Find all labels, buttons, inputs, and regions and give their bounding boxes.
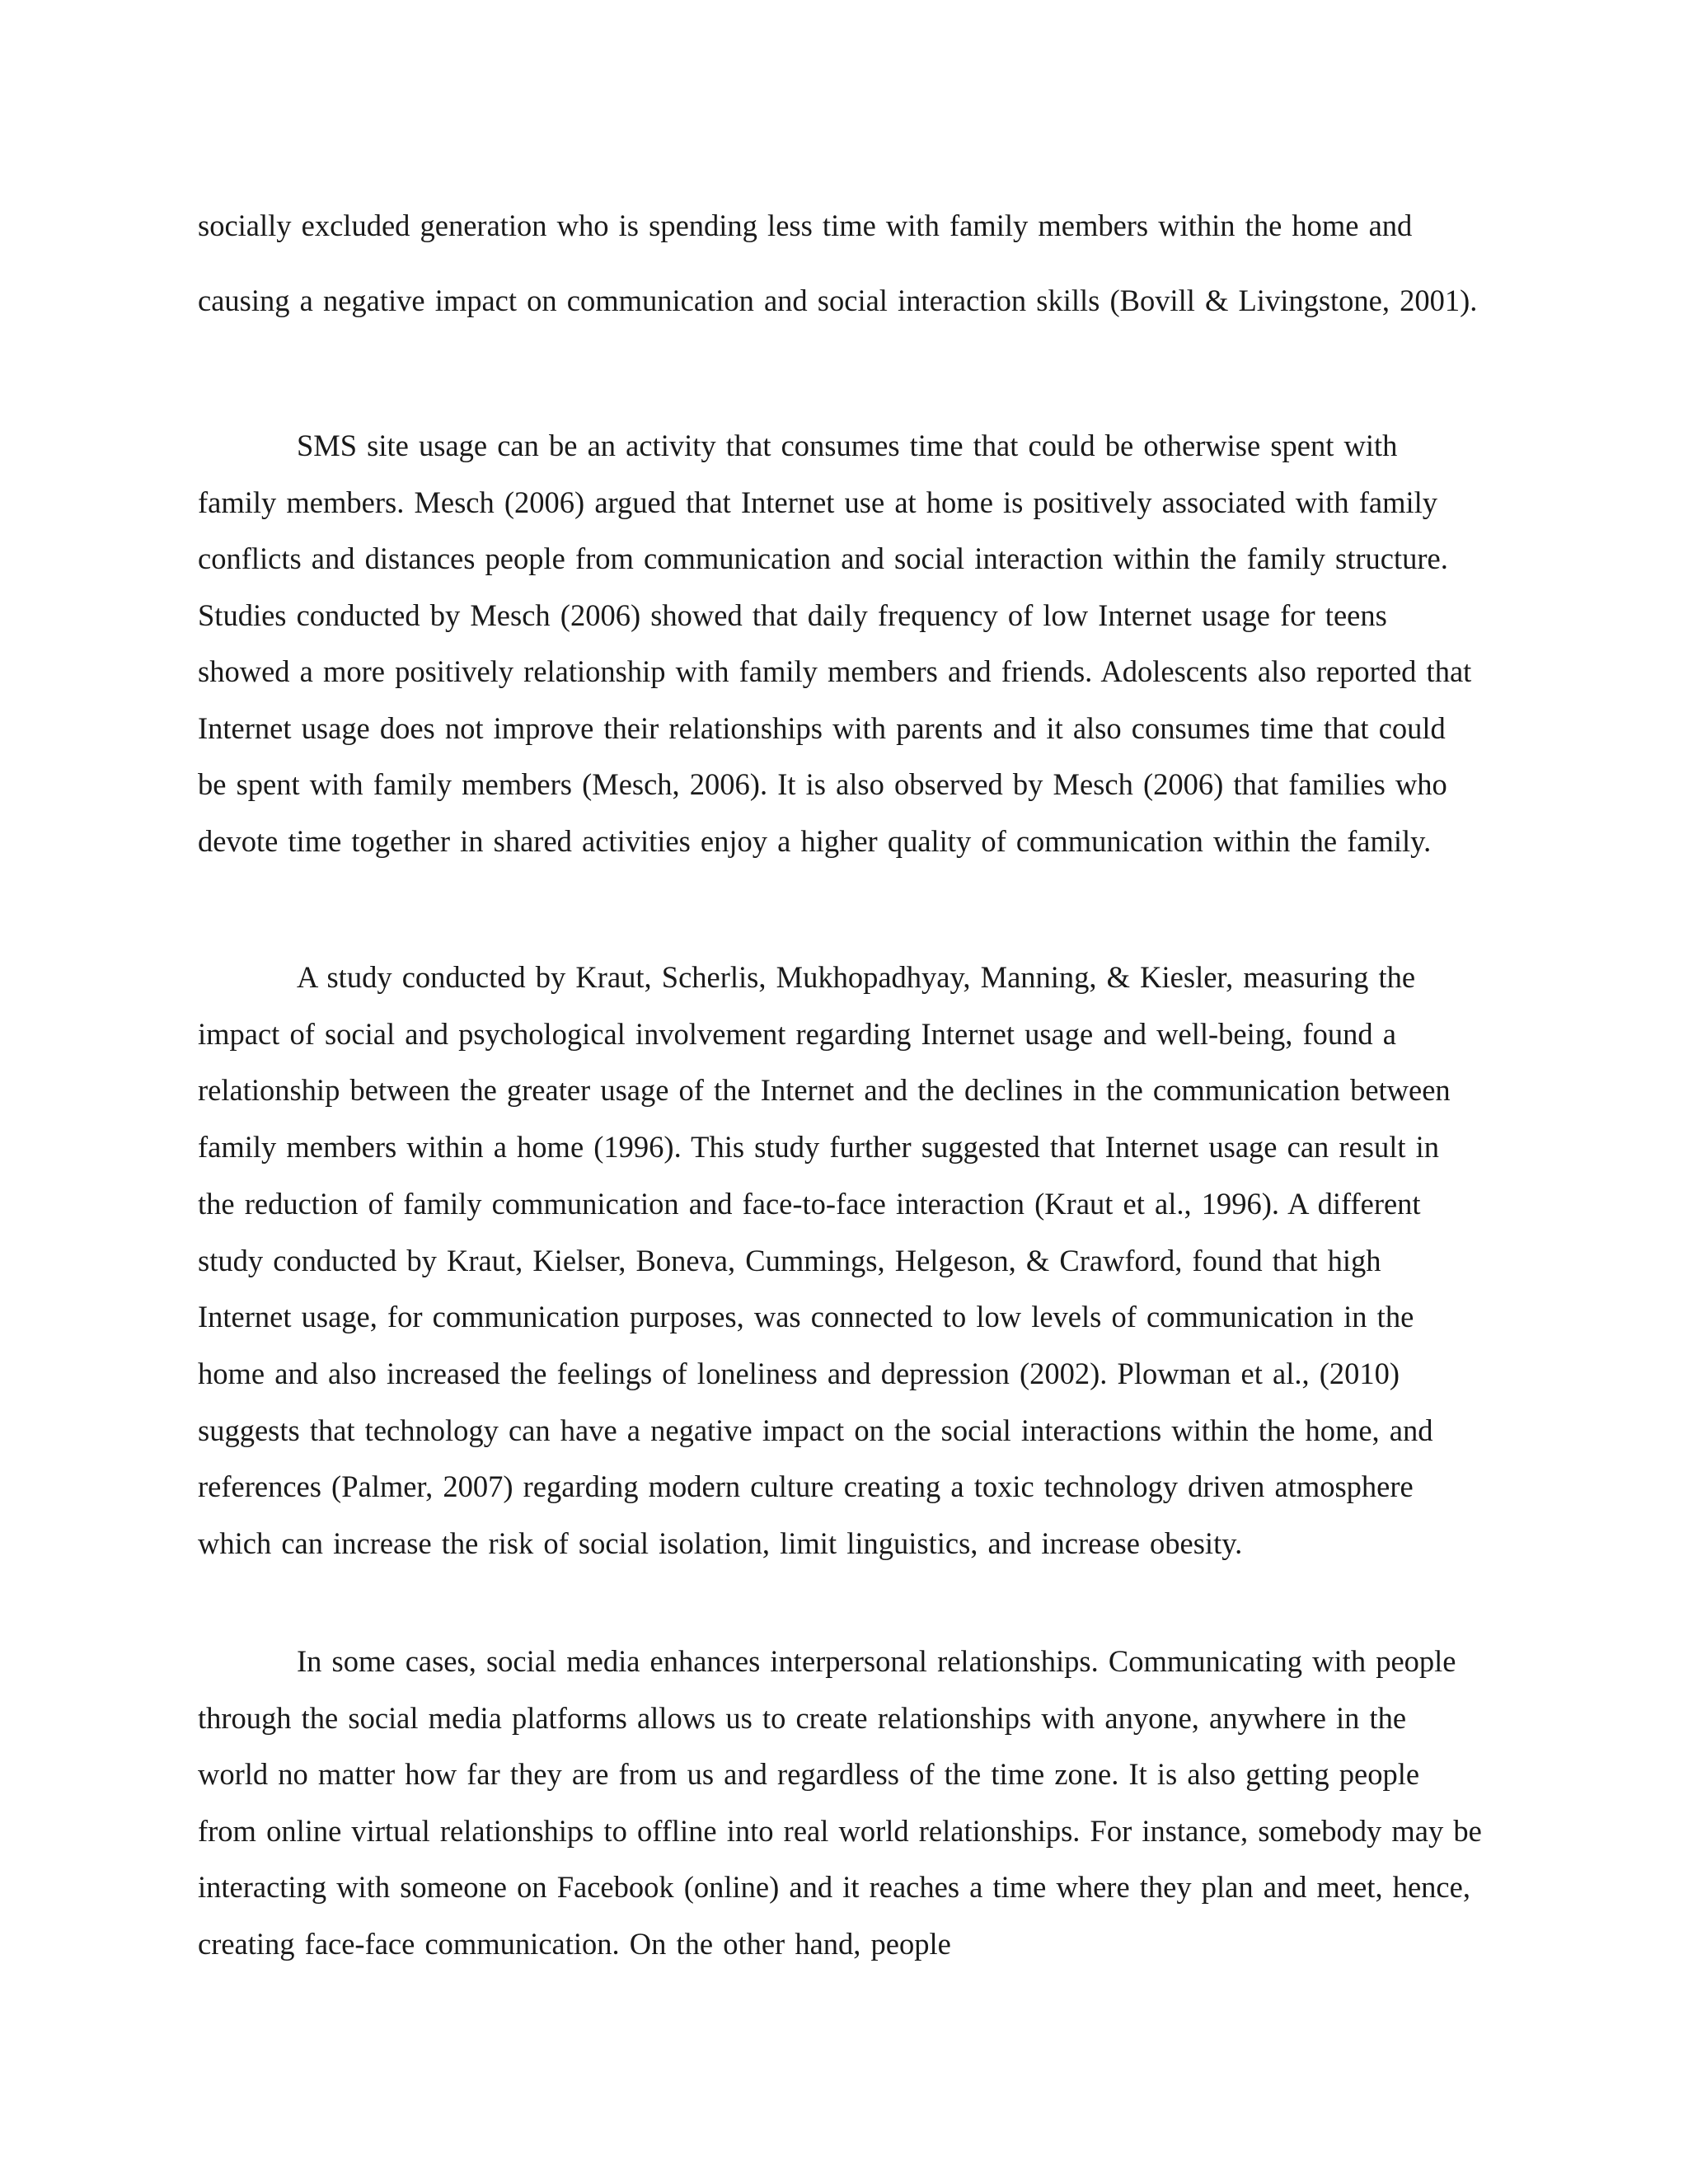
paragraph-kraut-block xyxy=(198,949,1484,1572)
paragraph-continuation-block xyxy=(198,188,1484,338)
paragraph-3: A study conducted by Kraut, Scherlis, Mukhopadhyay, Manning, & Kiesler, measuring the impact of social and psychological involvement regarding Internet usage and well-being, found a relationship between the greater usage of the Internet and the declines in the communication between family members within a home (1996). This study further suggested that Internet usage can result in the reduction of family communication and face-to-face interaction (Kraut et al., 1996). A different study conducted by Kraut, Kielser, Boneva, Cummings, Helgeson, & Crawford, found that high Internet usage, for communication purposes, was connected to low levels of communication in the home and also increased the feelings of loneliness and depression (2002). Plowman et al., (2010) suggests that technology can have a negative impact on the social interactions within the home, and references (Palmer, 2007) regarding modern culture creating a toxic technology driven atmosphere which can increase the risk of social isolation, limit linguistics, and increase obesity. xyxy=(198,960,1451,1561)
paragraph-sms-block xyxy=(198,418,1484,869)
paragraph-1: socially excluded generation who is spending less time with family members within the home and causing a negative impact on communication and social interaction skills (Bovill & Livingstone, 2001). xyxy=(198,209,1478,317)
paragraph-4: In some cases, social media enhances interpersonal relationships. Communicating with people through the social media platforms allows us to create relationships with anyone, anywhere in the world no matter how far they are from us and regardless of the time zone. It is also getting people from online virtual relationships to offline into real world relationships. For instance, somebody may be interacting with someone on Facebook (online) and it reaches a time where they plan and meet, hence, creating face-face communication. On the other hand, people xyxy=(198,1644,1482,1961)
paragraph-2: SMS site usage can be an activity that consumes time that could be otherwise spent with family members. Mesch (2006) argued that Internet use at home is positively associated with family conflicts and distances people from communication and social interaction within the family structure. Studies conducted by Mesch (2006) showed that daily frequency of low Internet usage for teens showed a more positively relationship with family members and friends. Adolescents also reported that Internet usage does not improve their relationships with parents and it also consumes time that could be spent with family members (Mesch, 2006). It is also observed by Mesch (2006) that families who devote time together in shared activities enjoy a higher quality of communication within the family. xyxy=(198,429,1472,858)
paragraph-social-media-block xyxy=(198,1633,1484,1972)
